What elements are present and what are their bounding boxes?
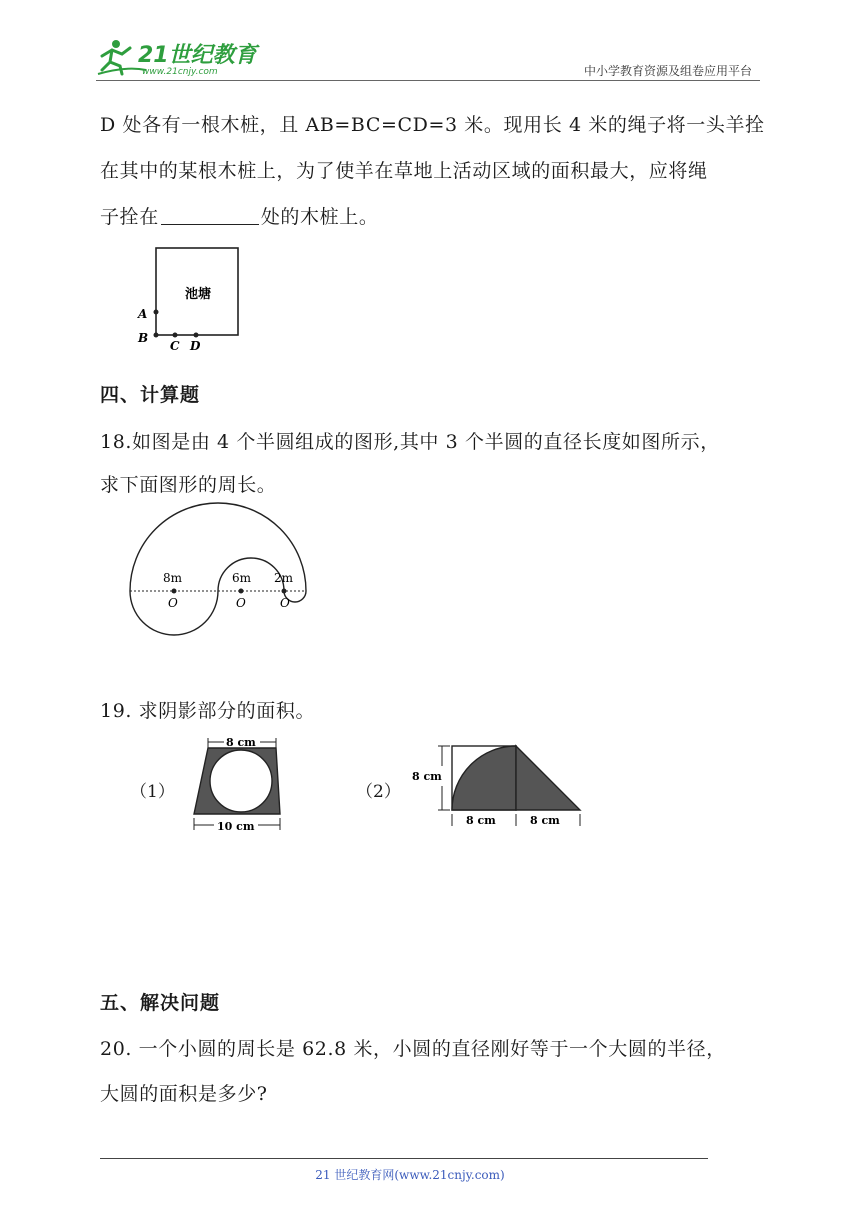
- center-1: [172, 589, 177, 594]
- q17-line-3: [100, 202, 378, 229]
- label-6m: 6m: [232, 571, 252, 585]
- quarter-circle-figure: [410, 736, 590, 832]
- label-o-3: O: [280, 596, 290, 610]
- section-4-title: 四、计算题: [100, 384, 201, 406]
- footer-divider: [100, 1158, 708, 1159]
- q19-line-1: 19. 求阴影部分的面积。: [100, 700, 316, 722]
- pond-figure: [130, 240, 260, 360]
- label-b: B: [138, 331, 149, 345]
- label-o-2: O: [236, 596, 246, 610]
- point-a: [154, 310, 159, 315]
- label-d: D: [190, 339, 201, 353]
- q19-label-1: （1）: [130, 782, 175, 802]
- pond-label: 池塘: [185, 287, 212, 302]
- label-top: 8 cm: [226, 736, 256, 749]
- center-3: [282, 589, 287, 594]
- q18-line-2: 求下面图形的周长。: [100, 474, 277, 496]
- inner-circle: [210, 750, 272, 812]
- label-o-1: O: [168, 596, 178, 610]
- q17-line-1: D 处各有一根木桩，且 AB=BC=CD=3 米。现用长 4 米的绳子将一头羊拴: [100, 114, 765, 136]
- logo-text: 21世纪教育: [138, 43, 257, 68]
- q18-line-1: 18.如图是由 4 个半圆组成的图形,其中 3 个半圆的直径长度如图所示，: [100, 431, 720, 453]
- q20-line-2: 大圆的面积是多少?: [100, 1083, 268, 1105]
- site-logo: [96, 36, 266, 80]
- center-2: [239, 589, 244, 594]
- triangle-shaded: [516, 746, 580, 810]
- point-d: [194, 333, 199, 338]
- quarter-circle-shaded: [452, 746, 516, 810]
- q19-label-2: （2）: [356, 782, 401, 802]
- label-8m: 8m: [163, 571, 183, 585]
- label-width-2: 8 cm: [530, 814, 560, 827]
- q17-line-3-end: 处的木桩上。: [260, 206, 379, 228]
- header-tagline: 中小学教育资源及组卷应用平台: [583, 64, 752, 78]
- q17-line-2: 在其中的某根木桩上，为了使羊在草地上活动区域的面积最大，应将绳: [100, 160, 708, 182]
- label-height: 8 cm: [412, 770, 442, 783]
- q17-line-3-start: 子拴在: [100, 206, 159, 228]
- label-c: C: [170, 339, 180, 353]
- label-bottom: 10 cm: [217, 820, 255, 833]
- point-c: [173, 333, 178, 338]
- answer-blank[interactable]: [161, 206, 259, 225]
- point-b: [154, 333, 159, 338]
- label-2m: 2m: [274, 571, 294, 585]
- q20-line-1: 20. 一个小圆的周长是 62.8 米，小圆的直径刚好等于一个大圆的半径，: [100, 1038, 726, 1060]
- label-width-1: 8 cm: [466, 814, 496, 827]
- section-5-title: 五、解决问题: [100, 992, 221, 1014]
- label-a: A: [138, 307, 148, 321]
- trapezoid-figure: [188, 734, 288, 840]
- footer-link[interactable]: 21 世纪教育网(www.21cnjy.com): [315, 1168, 505, 1182]
- logo-url: www.21cnjy.com: [142, 67, 218, 77]
- semicircle-figure: [120, 495, 320, 645]
- header-divider: [96, 80, 760, 81]
